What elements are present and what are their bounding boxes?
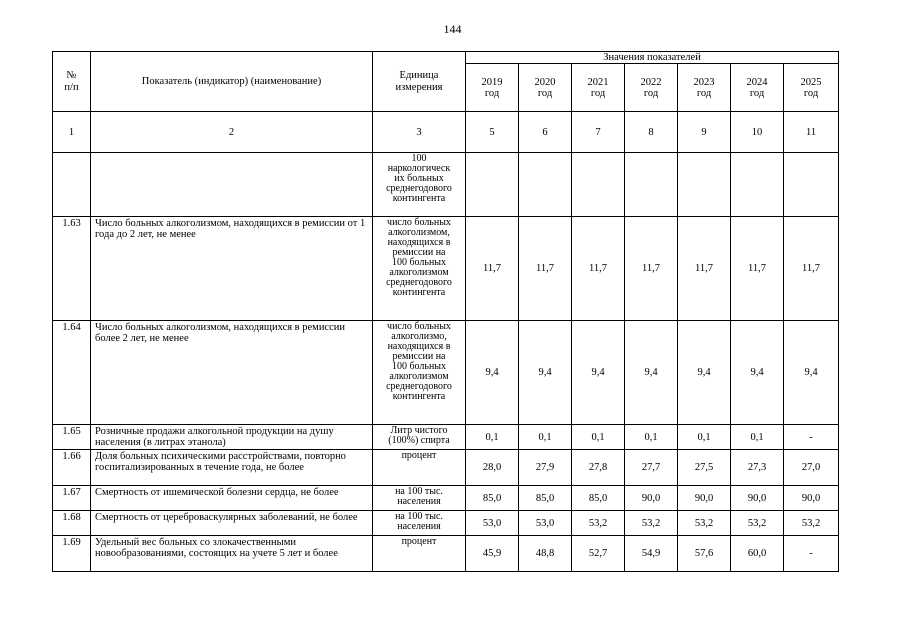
row-unit: на 100 тыс. населения (373, 486, 466, 511)
row-value: 11,7 (572, 217, 625, 321)
row-value: 53,2 (572, 511, 625, 536)
row-value: 60,0 (731, 536, 784, 572)
row-value: 53,0 (519, 511, 572, 536)
header-year: 2023 год (678, 64, 731, 112)
row-number: 1.63 (53, 217, 91, 321)
row-value: 0,1 (731, 425, 784, 450)
row-value (731, 153, 784, 217)
row-value: 0,1 (625, 425, 678, 450)
row-value: - (784, 425, 839, 450)
table-row (53, 536, 839, 572)
row-value: 9,4 (731, 321, 784, 425)
column-index: 6 (519, 112, 572, 153)
row-value (572, 153, 625, 217)
column-index: 5 (466, 112, 519, 153)
row-value: 48,8 (519, 536, 572, 572)
row-value: 53,2 (784, 511, 839, 536)
row-value (466, 153, 519, 217)
row-value: 45,9 (466, 536, 519, 572)
row-indicator: Смертность от цереброваскулярных заболеваний, не более (91, 511, 373, 536)
row-unit: процент (373, 536, 466, 572)
column-index-row (53, 112, 839, 153)
column-index: 7 (572, 112, 625, 153)
row-unit: число больных алкоголизмо, находящихся в ремиссии на 100 больных алкоголизмом среднегодового контингента (373, 321, 466, 425)
row-value: 85,0 (466, 486, 519, 511)
indicators-table (52, 51, 839, 572)
row-unit: на 100 тыс. населения (373, 511, 466, 536)
row-value: 27,9 (519, 450, 572, 486)
row-value (678, 153, 731, 217)
row-value: 9,4 (625, 321, 678, 425)
page-number: 144 (443, 22, 462, 36)
row-value: 52,7 (572, 536, 625, 572)
row-value: 85,0 (572, 486, 625, 511)
row-value: 53,2 (731, 511, 784, 536)
row-value (625, 153, 678, 217)
row-value: 90,0 (625, 486, 678, 511)
header-year: 2019 год (466, 64, 519, 112)
row-value: 28,0 (466, 450, 519, 486)
column-index: 9 (678, 112, 731, 153)
row-value: 0,1 (466, 425, 519, 450)
row-indicator (91, 153, 373, 217)
row-number: 1.64 (53, 321, 91, 425)
header-year: 2025 год (784, 64, 839, 112)
table-row (53, 153, 839, 217)
row-value: 11,7 (731, 217, 784, 321)
row-indicator: Доля больных психическими расстройствами, повторно госпитализированных в течение года, не более (91, 450, 373, 486)
row-value: 11,7 (678, 217, 731, 321)
row-number: 1.67 (53, 486, 91, 511)
row-indicator: Смертность от ишемической болезни сердца, не более (91, 486, 373, 511)
row-number: 1.66 (53, 450, 91, 486)
row-indicator: Розничные продажи алкогольной продукции на душу населения (в литрах этанола) (91, 425, 373, 450)
row-value: 0,1 (678, 425, 731, 450)
row-value: 27,7 (625, 450, 678, 486)
row-number: 1.65 (53, 425, 91, 450)
header-values-group: Значения показателей (466, 52, 839, 64)
row-value: 9,4 (784, 321, 839, 425)
row-value: 11,7 (625, 217, 678, 321)
column-index: 1 (53, 112, 91, 153)
column-index: 3 (373, 112, 466, 153)
table-row (53, 450, 839, 486)
column-index: 11 (784, 112, 839, 153)
row-value: 11,7 (519, 217, 572, 321)
table-row (53, 511, 839, 536)
row-unit: 100 наркологическ их больных среднегодового контингента (373, 153, 466, 217)
column-index: 10 (731, 112, 784, 153)
row-unit: Литр чистого (100%) спирта (373, 425, 466, 450)
row-value: 27,3 (731, 450, 784, 486)
header-year: 2021 год (572, 64, 625, 112)
row-value: 9,4 (519, 321, 572, 425)
row-value: 9,4 (678, 321, 731, 425)
row-number (53, 153, 91, 217)
row-value: 11,7 (466, 217, 519, 321)
row-value: 53,2 (625, 511, 678, 536)
row-value: 9,4 (572, 321, 625, 425)
row-value: 27,8 (572, 450, 625, 486)
row-value: 53,2 (678, 511, 731, 536)
row-number: 1.68 (53, 511, 91, 536)
column-index: 2 (91, 112, 373, 153)
row-indicator: Удельный вес больных со злокачественными новообразованиями, состоящих на учете 5 лет и более (91, 536, 373, 572)
row-value (784, 153, 839, 217)
header-num: № п/п (53, 52, 91, 112)
row-value: 27,5 (678, 450, 731, 486)
row-value: 53,0 (466, 511, 519, 536)
table-body (53, 153, 839, 572)
header-year: 2020 год (519, 64, 572, 112)
row-value: 54,9 (625, 536, 678, 572)
row-value: 57,6 (678, 536, 731, 572)
row-indicator: Число больных алкоголизмом, находящихся в ремиссии от 1 года до 2 лет, не менее (91, 217, 373, 321)
row-value: 0,1 (572, 425, 625, 450)
row-value: 90,0 (784, 486, 839, 511)
header-unit: Единица измерения (373, 52, 466, 112)
table-row (53, 425, 839, 450)
row-indicator: Число больных алкоголизмом, находящихся в ремиссии более 2 лет, не менее (91, 321, 373, 425)
row-unit: число больных алкоголизмом, находящихся в ремиссии на 100 больных алкоголизмом среднегодового контингента (373, 217, 466, 321)
row-value: 85,0 (519, 486, 572, 511)
header-year: 2022 год (625, 64, 678, 112)
row-value: 27,0 (784, 450, 839, 486)
row-number: 1.69 (53, 536, 91, 572)
column-index: 8 (625, 112, 678, 153)
row-value: 11,7 (784, 217, 839, 321)
row-value: 90,0 (678, 486, 731, 511)
row-value: 9,4 (466, 321, 519, 425)
table-row (53, 217, 839, 321)
table-row (53, 321, 839, 425)
row-value (519, 153, 572, 217)
row-unit: процент (373, 450, 466, 486)
header-indicator: Показатель (индикатор) (наименование) (91, 52, 373, 112)
row-value: 0,1 (519, 425, 572, 450)
table-row (53, 486, 839, 511)
row-value: 90,0 (731, 486, 784, 511)
row-value: - (784, 536, 839, 572)
header-year: 2024 год (731, 64, 784, 112)
